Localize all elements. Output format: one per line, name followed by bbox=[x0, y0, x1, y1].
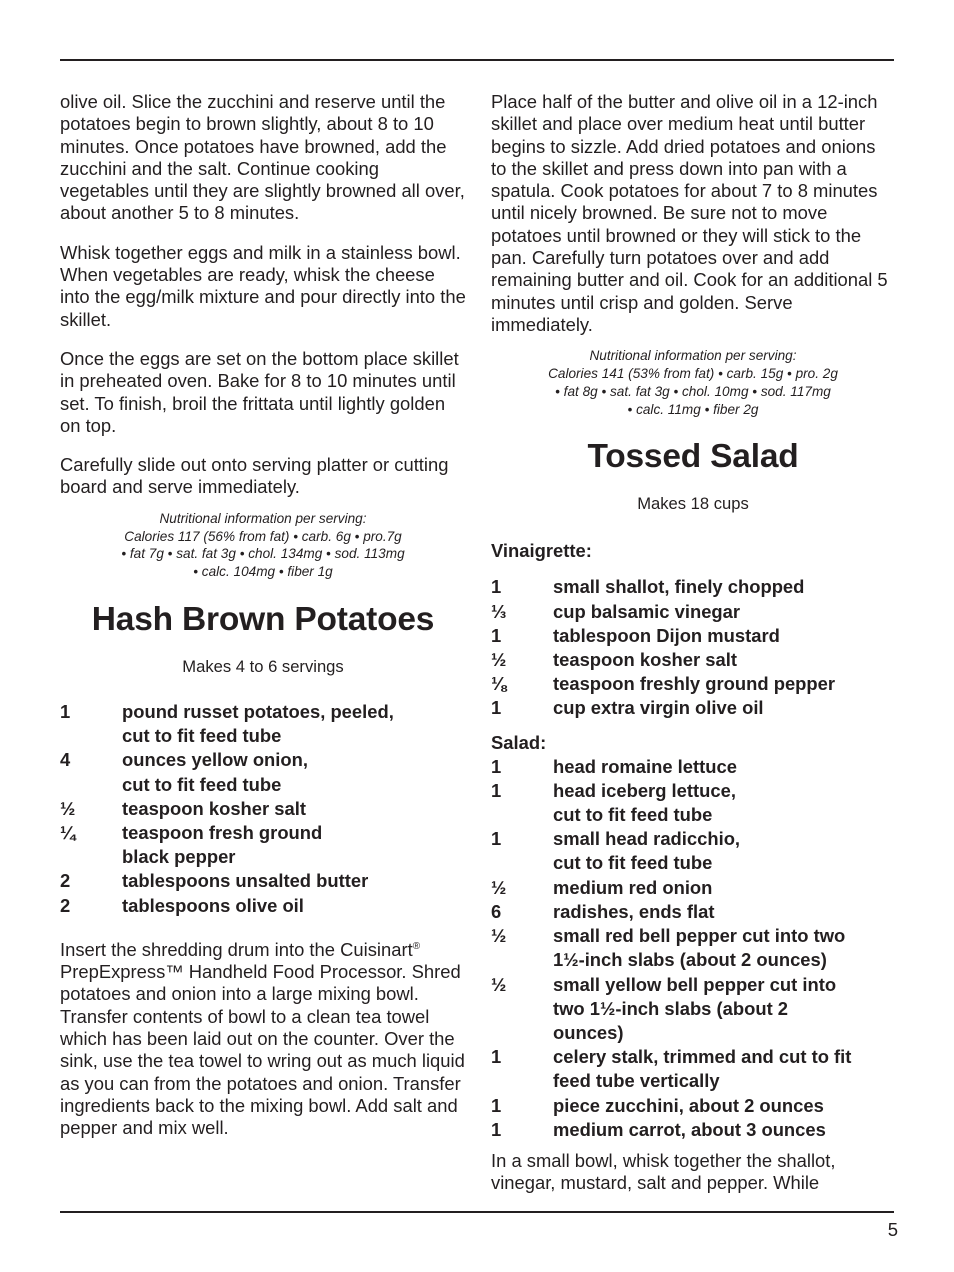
ingredient-text: small shallot, finely chopped bbox=[553, 576, 805, 598]
nutrition-line: • fat 7g • sat. fat 3g • chol. 134mg • sod. 113mg bbox=[121, 546, 405, 562]
ingredient-text: cut to fit feed tube bbox=[122, 773, 282, 795]
ingredient-item bbox=[60, 869, 466, 893]
right-column bbox=[491, 91, 895, 1212]
instructions-paragraph bbox=[60, 936, 466, 1140]
recipe-title: Tossed Salad bbox=[587, 438, 799, 476]
ingredient-text: small red bell pepper cut into two bbox=[553, 925, 846, 947]
ingredient-quantity: 6 bbox=[491, 900, 502, 922]
ingredient-item bbox=[60, 821, 466, 869]
vinaigrette-label: Vinaigrette: bbox=[491, 540, 592, 562]
body-paragraph: Place half of the butter and olive oil in a 12-inch skillet and place over medium heat until butter begins to sizzle. Add dried potatoes and onions to the skillet and press down into pan with a spatula. Cook potatoes for about 7 to 8 minutes until nicely browned. Be sure not to move potatoes until browned or they will stick to the pan. Carefully turn potatoes over and add remaining butter and oil. Cook for an additional 5 minutes until crisp and golden. Serve immediately. bbox=[491, 91, 888, 335]
ingredient-item bbox=[491, 1118, 895, 1142]
salad-list bbox=[491, 755, 895, 1142]
ingredient-item bbox=[491, 696, 895, 720]
ingredient-item bbox=[60, 700, 466, 748]
ingredient-item bbox=[491, 755, 895, 779]
ingredient-text: piece zucchini, about 2 ounces bbox=[553, 1094, 824, 1116]
nutrition-line: • calc. 104mg • fiber 1g bbox=[193, 564, 333, 580]
ingredient-text: tablespoon Dijon mustard bbox=[553, 624, 780, 646]
ingredient-text: small head radicchio, bbox=[553, 828, 741, 850]
ingredient-text: medium red onion bbox=[553, 876, 713, 898]
ingredient-text: teaspoon freshly ground pepper bbox=[553, 673, 836, 695]
ingredient-item bbox=[491, 648, 895, 672]
ingredient-text: tablespoons unsalted butter bbox=[122, 870, 369, 892]
vinaigrette-list bbox=[491, 575, 895, 720]
body-paragraph: Once the eggs are set on the bottom place skillet in preheated oven. Bake for 8 to 10 minutes until set. To finish, broil the frittata until lightly golden on top. bbox=[60, 347, 459, 436]
ingredient-quantity: 1 bbox=[491, 697, 502, 719]
ingredient-text: cut to fit feed tube bbox=[553, 804, 713, 826]
nutrition-line: • calc. 11mg • fiber 2g bbox=[627, 401, 759, 417]
salad-label: Salad: bbox=[491, 731, 547, 753]
ingredient-text: teaspoon fresh ground bbox=[122, 821, 323, 843]
ingredient-text: cup extra virgin olive oil bbox=[553, 697, 764, 719]
ingredient-text: head iceberg lettuce, bbox=[553, 779, 736, 801]
ingredient-quantity: ⅛ bbox=[491, 673, 507, 695]
ingredient-text: ounces) bbox=[553, 1021, 624, 1043]
ingredient-quantity: 1 bbox=[491, 1046, 502, 1068]
nutrition-line: Nutritional information per serving: bbox=[589, 348, 797, 364]
ingredient-quantity: ½ bbox=[491, 925, 507, 947]
ingredient-quantity: ¼ bbox=[60, 821, 76, 843]
recipe-yield: Makes 4 to 6 servings bbox=[182, 656, 344, 676]
ingredient-text: radishes, ends flat bbox=[553, 900, 715, 922]
ingredient-item bbox=[491, 600, 895, 624]
ingredient-item bbox=[491, 827, 895, 875]
ingredient-item bbox=[491, 900, 895, 924]
ingredient-text: tablespoons olive oil bbox=[122, 894, 304, 916]
ingredient-item bbox=[491, 1094, 895, 1118]
ingredient-quantity: ½ bbox=[491, 876, 507, 898]
ingredient-quantity: 1 bbox=[491, 1118, 502, 1140]
ingredient-quantity: ½ bbox=[491, 649, 507, 671]
ingredient-item bbox=[60, 748, 466, 796]
ingredient-quantity: 1 bbox=[491, 755, 502, 777]
instructions-paragraph: In a small bowl, whisk together the shallot, vinegar, mustard, salt and pepper. While bbox=[491, 1149, 836, 1194]
ingredient-item bbox=[491, 876, 895, 900]
instructions-text: Insert the shredding drum into the Cuisinart bbox=[60, 938, 413, 960]
nutrition-line: Nutritional information per serving: bbox=[159, 510, 367, 526]
nutrition-info bbox=[491, 347, 895, 418]
ingredient-quantity: ½ bbox=[491, 973, 507, 995]
ingredient-text: teaspoon kosher salt bbox=[122, 797, 306, 819]
ingredient-item bbox=[491, 624, 895, 648]
ingredient-item bbox=[491, 672, 895, 696]
ingredient-list bbox=[60, 700, 466, 918]
ingredient-text: cut to fit feed tube bbox=[553, 852, 713, 874]
ingredient-text: two 1½-inch slabs (about 2 bbox=[553, 997, 789, 1019]
ingredient-text: cup balsamic vinegar bbox=[553, 600, 741, 622]
ingredient-quantity: ½ bbox=[60, 797, 76, 819]
ingredient-quantity: ⅓ bbox=[491, 600, 507, 622]
ingredient-quantity: 1 bbox=[491, 828, 502, 850]
ingredient-quantity: 1 bbox=[491, 576, 502, 598]
ingredient-text: teaspoon kosher salt bbox=[553, 649, 737, 671]
ingredient-quantity: 1 bbox=[491, 624, 502, 646]
ingredient-text: celery stalk, trimmed and cut to fit bbox=[553, 1046, 852, 1068]
bottom-rule bbox=[60, 1211, 894, 1213]
ingredient-quantity: 1 bbox=[491, 1094, 502, 1116]
left-column bbox=[60, 91, 466, 1157]
ingredient-text: ounces yellow onion, bbox=[122, 749, 308, 771]
instructions-text: PrepExpress™ Handheld Food Processor. Shred potatoes and onion into a large mixing bowl. Transfer contents of bowl to a clean tea towel which has been laid out on the counter. Over the sink, use the tea towel to wring out as much liquid as you can from the potatoes and onion. Transfer ingredients back to the mixing bowl. Add salt and pepper and mix well. bbox=[60, 961, 465, 1139]
ingredient-text: black pepper bbox=[122, 846, 236, 868]
recipe-title: Hash Brown Potatoes bbox=[91, 600, 435, 638]
ingredient-quantity: 1 bbox=[491, 779, 502, 801]
body-paragraph: Carefully slide out onto serving platter or cutting board and serve immediately. bbox=[60, 454, 449, 498]
ingredient-text: pound russet potatoes, peeled, bbox=[122, 700, 394, 722]
ingredient-item bbox=[491, 575, 895, 599]
ingredient-quantity: 1 bbox=[60, 700, 71, 722]
nutrition-line: Calories 141 (53% from fat) • carb. 15g • pro. 2g bbox=[548, 366, 838, 382]
ingredient-item bbox=[491, 779, 895, 827]
top-rule bbox=[60, 59, 894, 61]
ingredient-item bbox=[491, 924, 895, 972]
ingredient-item bbox=[60, 797, 466, 821]
ingredient-quantity: 2 bbox=[60, 894, 71, 916]
ingredient-item bbox=[491, 1045, 895, 1093]
ingredient-quantity: 2 bbox=[60, 870, 71, 892]
nutrition-line: • fat 8g • sat. fat 3g • chol. 10mg • sod. 117mg bbox=[555, 383, 831, 399]
recipe-yield: Makes 18 cups bbox=[637, 494, 749, 514]
ingredient-item bbox=[491, 973, 895, 1046]
ingredient-text: cut to fit feed tube bbox=[122, 725, 282, 747]
ingredient-item bbox=[60, 894, 466, 918]
nutrition-info bbox=[60, 510, 466, 581]
ingredient-text: feed tube vertically bbox=[553, 1070, 720, 1092]
ingredient-text: small yellow bell pepper cut into bbox=[553, 973, 837, 995]
body-paragraph: Whisk together eggs and milk in a stainless bowl. When vegetables are ready, whisk the cheese into the egg/milk mixture and pour directly into the skillet. bbox=[60, 241, 466, 330]
body-paragraph: olive oil. Slice the zucchini and reserve until the potatoes begin to brown slightly, about 8 to 10 minutes. Once potatoes have browned, add the zucchini and the salt. Continue cooking vegetables until they are slightly browned all over, about another 5 to 8 minutes. bbox=[60, 91, 465, 224]
ingredient-text: 1½-inch slabs (about 2 ounces) bbox=[553, 949, 827, 971]
nutrition-line: Calories 117 (56% from fat) • carb. 6g • pro.7g bbox=[124, 528, 402, 544]
ingredient-quantity: 4 bbox=[60, 749, 71, 771]
ingredient-text: head romaine lettuce bbox=[553, 755, 737, 777]
registered-mark: ® bbox=[412, 940, 421, 952]
page-number: 5 bbox=[887, 1219, 898, 1240]
ingredient-text: medium carrot, about 3 ounces bbox=[553, 1118, 826, 1140]
